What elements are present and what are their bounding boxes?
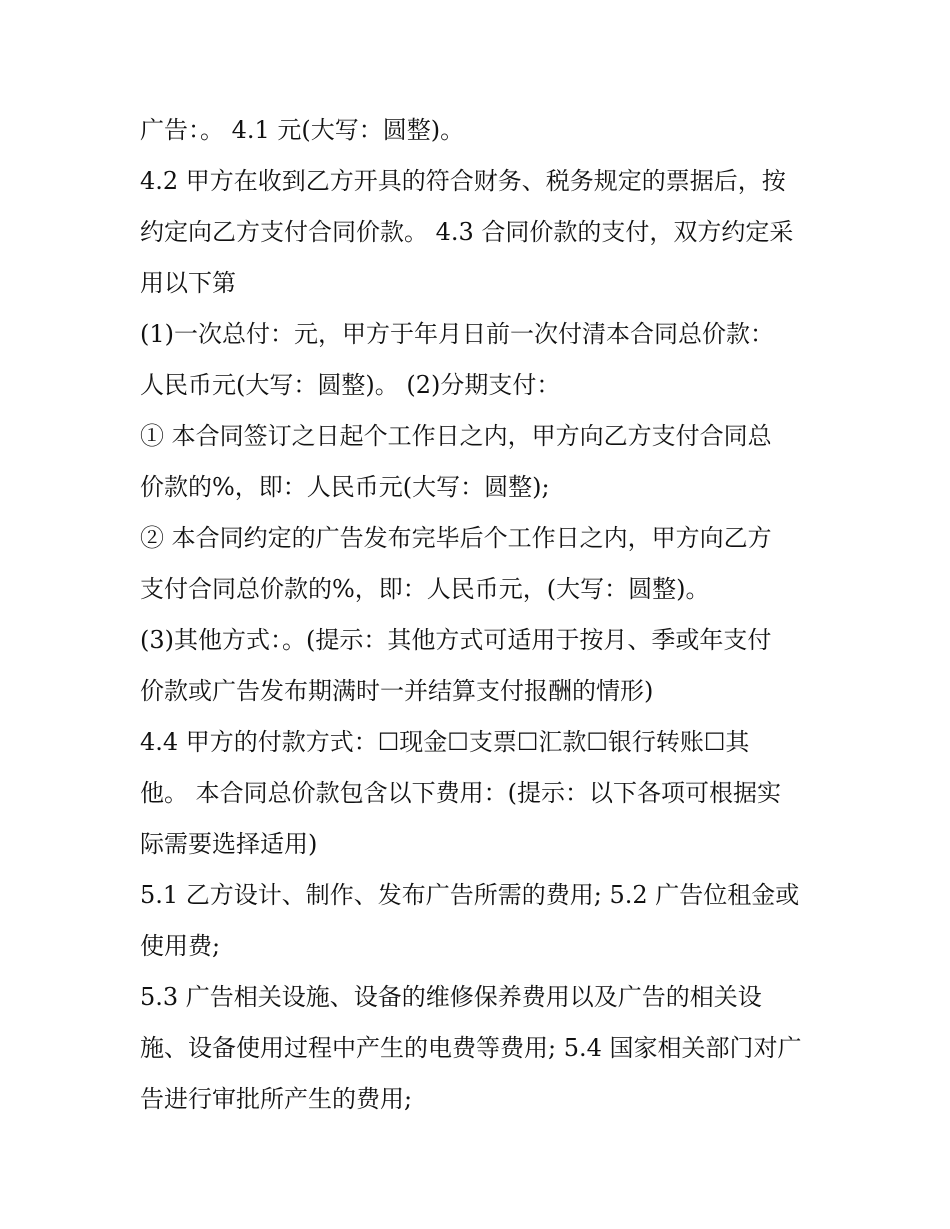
text-line: 施、设备使用过程中产生的电费等费用; 5.4 国家相关部门对广 [140,1034,802,1062]
text-line: 用以下第 [140,269,236,297]
text-line: 人民币元(大写：圆整)。 (2)分期支付： [140,371,561,399]
text-line: 际需要选择适用) [140,830,318,858]
text-line: 价款或广告发布期满时一并结算支付报酬的情形) [140,677,654,705]
text-line: 支付合同总价款的%，即：人民币元，(大写：圆整)。 [140,575,710,603]
text-line: 5.1 乙方设计、制作、发布广告所需的费用; 5.2 广告位租金或 [140,881,800,909]
document-body [140,105,820,1125]
text-line: 约定向乙方支付合同价款。 4.3 合同价款的支付，双方约定采 [140,218,794,246]
text-line: ① 本合同签订之日起个工作日之内，甲方向乙方支付合同总 [140,422,772,450]
text-line: 他。 本合同总价款包含以下费用：(提示：以下各项可根据实 [140,779,781,807]
text-line: 告进行审批所产生的费用; [140,1085,413,1113]
text-line: 使用费; [140,932,221,960]
text-line: 4.2 甲方在收到乙方开具的符合财务、税务规定的票据后，按 [140,167,786,195]
text-line: 4.4 甲方的付款方式：☐现金☐支票☐汇款☐银行转账☐其 [140,728,750,756]
text-line: ② 本合同约定的广告发布完毕后个工作日之内，甲方向乙方 [140,524,772,552]
text-line: (3)其他方式：。(提示：其他方式可适用于按月、季或年支付 [140,626,772,654]
text-line: 价款的%，即：人民币元(大写：圆整); [140,473,550,501]
text-line: 广告：。 4.1 元(大写：圆整)。 [140,116,465,144]
text-line: (1)一次总付：元，甲方于年月日前一次付清本合同总价款： [140,320,774,348]
text-line: 5.3 广告相关设施、设备的维修保养费用以及广告的相关设 [140,983,762,1011]
